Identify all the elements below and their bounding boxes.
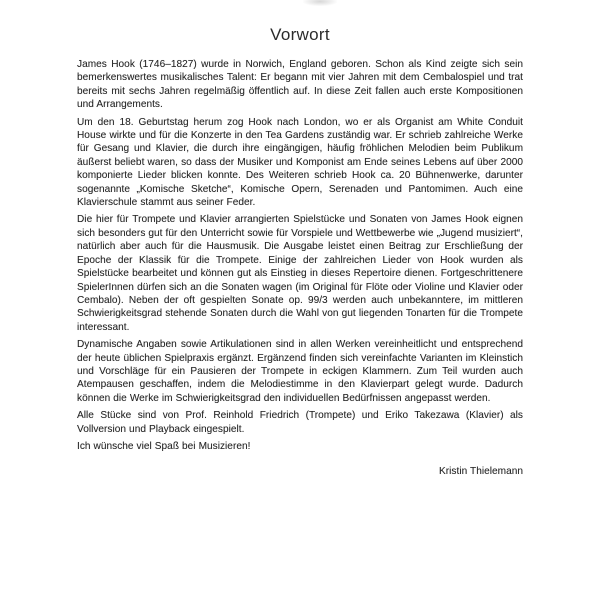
paragraph-recordings: Alle Stücke sind von Prof. Reinhold Friedrich (Trompete) und Eriko Takezawa (Klavier) als Vollversion und Playback eingespielt. — [77, 410, 523, 435]
paragraph-biography-london: Um den 18. Geburtstag herum zog Hook nach London, wo er als Organist am White Conduit House wirkte und für die Konzerte in den Tea Gardens zuständig war. Er schrieb zahlreiche Werke für Gesang und Klavier, die durch ihre eingängigen, häufig fröhlichen Melodien beim Publikum äußerst beliebt waren, so dass der Musiker und Komponist am Ende seines Lebens auf über 2000 komponierte Lieder blicken konnte. Des Weiteren schrieb Hook ca. 20 Bühnenwerke, darunter sogenannte „Komische Sketche“, Komische Opern, Serenaden und Pantomimen. Auch eine Klavierschule stammt aus seiner Feder. — [77, 116, 523, 209]
signature: Kristin Thielemann — [439, 466, 523, 478]
preface-text — [77, 58, 523, 483]
paragraph-closing-wish: Ich wünsche viel Spaß bei Musizieren! — [77, 440, 251, 452]
scan-artifact-smudge — [303, 0, 337, 6]
paragraph-edition-content: Die hier für Trompete und Klavier arrangierten Spielstücke und Sonaten von James Hook eignen sich besonders gut für den Unterricht sowie für Vorspiele und Wettbewerbe wie „Jugend musiziert“, natürlich aber auch für die Hausmusik. Die Ausgabe leistet einen Beitrag zur Erschließung der Epoche der Klassik für die Trompete. Einige der zahlreichen Lieder von Hook wurden als Spielstücke bearbeitet und können gut als Einstieg in dieses Repertoire dienen. Fortgeschrittenere SpielerInnen dürfen sich an die Sonaten wagen (im Original für Flöte oder Violine und Klavier oder Cembalo). Neben der oft gespielten Sonate op. 99/3 werden auch unbekanntere, im mittleren Schwierigkeitsgrad stehende Sonaten durch die Wahl von gut liegenden Tonarten für die Trompete interessant. — [77, 214, 523, 333]
page-title: Vorwort — [270, 25, 330, 44]
paragraph-biography-early: James Hook (1746–1827) wurde in Norwich, England geboren. Schon als Kind zeigte sich sein bemerkenswertes musikalisches Talent: Er begann mit vier Jahren mit dem Cembalospiel und trat bereits mit sechs Jahren regelmäßig öffentlich auf. In diese Zeit fallen auch erste Kompositionen und Arrangements. — [77, 59, 523, 111]
paragraph-editorial-notes: Dynamische Angaben sowie Artikulationen sind in allen Werken vereinheitlicht und entsprechend der heute üblichen Spielpraxis ergänzt. Ergänzend finden sich vereinfachte Varianten im Kleinstich und Vorschläge für ein Pausieren der Trompete in eckigen Klammern. Zum Teil wurden auch Atempausen geschaffen, indem die Melodiestimme in den Klavierpart gelegt wurde. Dadurch können die Werke im Schwierigkeitsgrad den individuellen Bedürfnissen angepasst werden. — [77, 339, 523, 404]
